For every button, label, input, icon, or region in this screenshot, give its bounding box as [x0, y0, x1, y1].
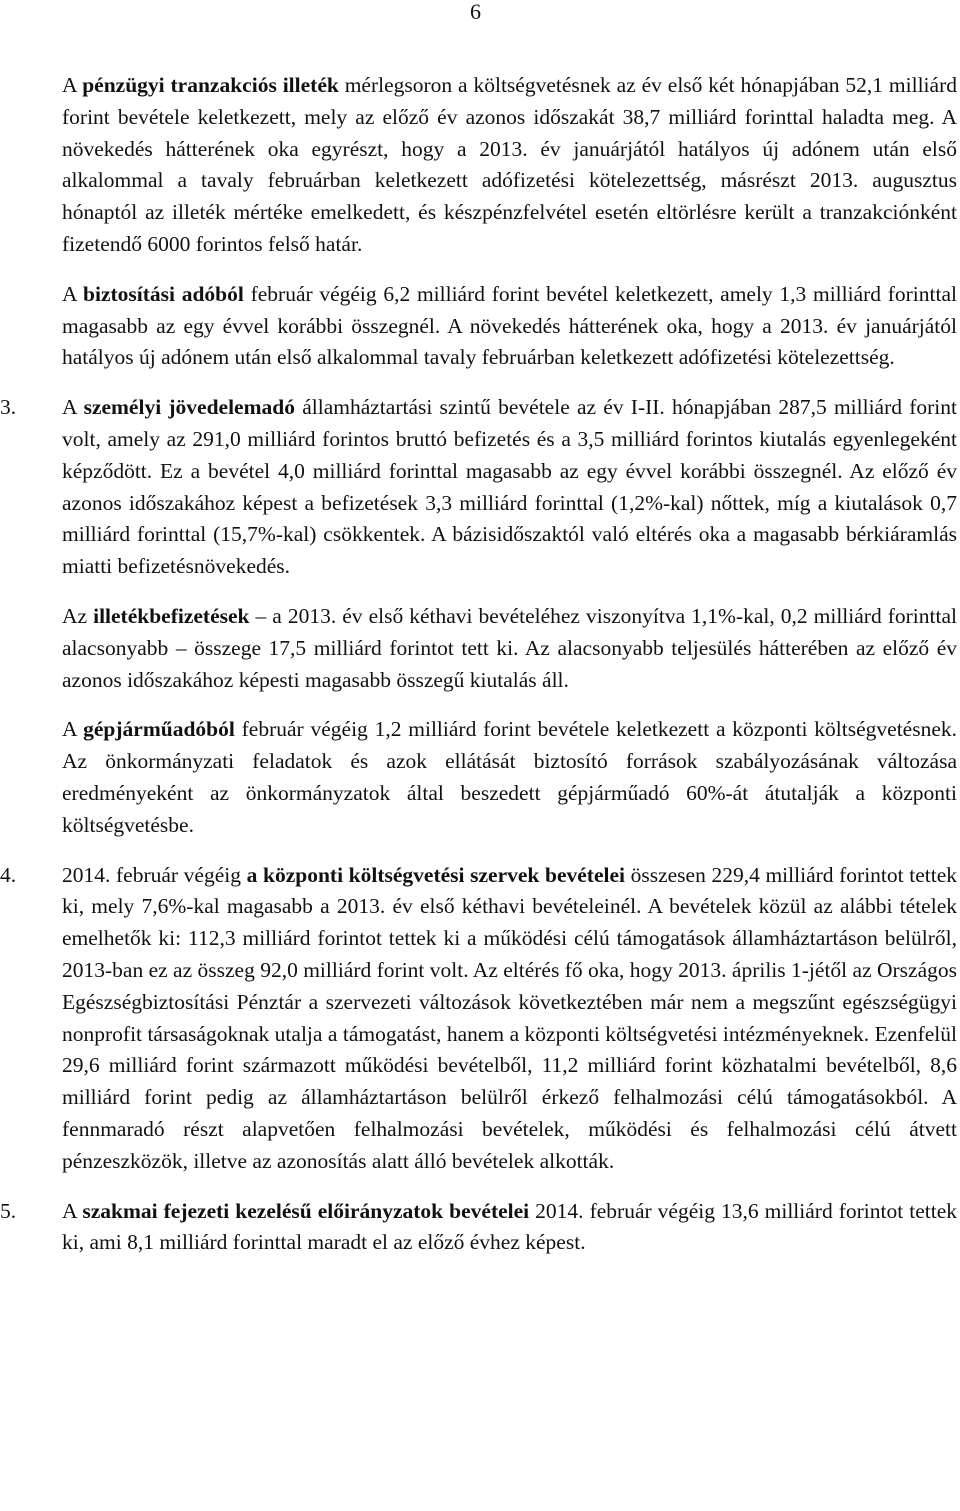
text: – a 2013. év első kéthavi bevételéhez viszonyítva 1,1%-kal, 0,2 milliárd forinttal alacsonyabb – összege 17,5 milliárd forintot tett ki. Az alacsonyabb teljesülés hátterében az előző év azonos időszakához képesti magasabb összegű kiutalás áll. [62, 603, 957, 692]
emphasis: gépjárműadóból [83, 717, 235, 742]
page-number: 6 [470, 0, 481, 24]
text: február végéig 1,2 milliárd forint bevétele keletkezett a központi költségvetésnek. Az önkormányzati feladatok és azok ellátását biztosító források szabályozásának változása eredményeként az önkormányzatok által beszedett gépjárműadó 60%-át átutalják a központi költségvetésbe. [62, 717, 958, 837]
text: 2014. február végéig 13,6 milliárd forintot tettek ki, ami 8,1 milliárd forinttal maradt el az előző évhez képest. [62, 1198, 957, 1255]
paragraph-illetekbefizetesek [62, 601, 957, 696]
text: február végéig 6,2 milliárd forint bevétel keletkezett, amely 1,3 milliárd forinttal magasabb az egy évvel korábbi összegnél. A növekedés hátterének oka, hogy a 2013. év januárjától hatályos új adónem után első alkalommal tavaly februárban keletkezett adófizetési kötelezettség. [62, 281, 957, 370]
text: mérlegsoron a költségvetésnek az év első két hónapjában 52,1 milliárd forint bevétele keletkezett, mely az előző év azonos időszakát 38,7 milliárd forinttal haladta meg. A növekedés hátterének oka egyrészt, hogy a 2013. év januárjától hatályos új adónem után első alkalommal a tavaly februárban keletkezett adófizetési kötelezettség, másrészt 2013. augusztus hónaptól az illeték mértéke emelkedett, és készpénzfelvétel esetén eltörlésre került a tranzakciónként fizetendő 6000 forintos felső határ. [62, 73, 957, 256]
paragraph-fejezeti-eloiranyzatok [0, 1196, 957, 1260]
list-number: 5. [0, 1198, 17, 1223]
text: A [62, 717, 84, 742]
text: összesen 229,4 milliárd forintot tettek ki, mely 7,6%-kal magasabb a 2013. év első kéthavi bevételeinél. A bevételek közül az alábbi tételek emelhetők ki: 112,3 milliárd forintot tettek ki a működési célú támogatások államháztartáson belülről, 2013-ban ez az összeg 92,0 milliárd forint volt. Az eltérés fő oka, hogy 2013. április 1-jétől az Országos Egészségbiztosítási Pénztár a szervezeti változások következtében már nem a megszűnt egészségügyi nonprofit társaságoknak utalja a támogatást, hanem a központi költségvetési intézményeknek. Ezenfelül 29,6 milliárd forint származott működési bevételből, 11,2 milliárd forint közhatalmi bevételből, 8,6 milliárd forint pedig az államháztartáson belülről érkező felhalmozási célú támogatásokból. A fennmaradó részt alapvetően felhalmozási bevételek, működési és felhalmozási célú átvett pénzeszközök, illetve az azonosítás alatt álló bevételek alkották. [62, 862, 958, 1173]
paragraph-tranzakcios-illetek [62, 70, 957, 261]
emphasis: pénzügyi tranzakciós illeték [82, 73, 339, 97]
list-number: 4. [0, 862, 17, 887]
text: 2014. február végéig [62, 862, 247, 887]
paragraph-biztositasi-ado [62, 279, 957, 374]
paragraph-szja [0, 392, 957, 583]
paragraph-gepjarmuado [62, 714, 957, 841]
paragraph-kozponti-koltsegvetesi-szervek [0, 860, 958, 1178]
text: A [62, 73, 83, 97]
text: A [62, 281, 84, 306]
emphasis: biztosítási adóból [83, 281, 244, 306]
emphasis: illetékbefizetések [93, 603, 250, 628]
text: Az [62, 603, 94, 628]
text: A [62, 1198, 83, 1223]
document-body [0, 70, 958, 1277]
emphasis: személyi jövedelemadó [83, 395, 295, 420]
emphasis: a központi költségvetési szervek bevételei [246, 862, 625, 887]
list-number: 3. [0, 395, 17, 420]
emphasis: szakmai fejezeti kezelésű előirányzatok bevételei [82, 1198, 530, 1223]
text: A [62, 395, 84, 420]
text: államháztartási szintű bevétele az év I-II. hónapjában 287,5 milliárd forint volt, amely az 291,0 milliárd forintos bruttó befizetés és a 3,5 milliárd forintos kiutalás egyenlegeként képződött. Ez a bevétel 4,0 milliárd forinttal magasabb az egy évvel korábbi összegnél. Az előző év azonos időszakához képest a befizetések 3,3 milliárd forinttal (1,2%-kal) nőttek, míg a kiutalások 0,7 milliárd forinttal (15,7%-kal) csökkentek. A bázisidőszaktól való eltérés oka a magasabb bérkiáramlás miatti befizetésnövekedés. [62, 395, 957, 579]
